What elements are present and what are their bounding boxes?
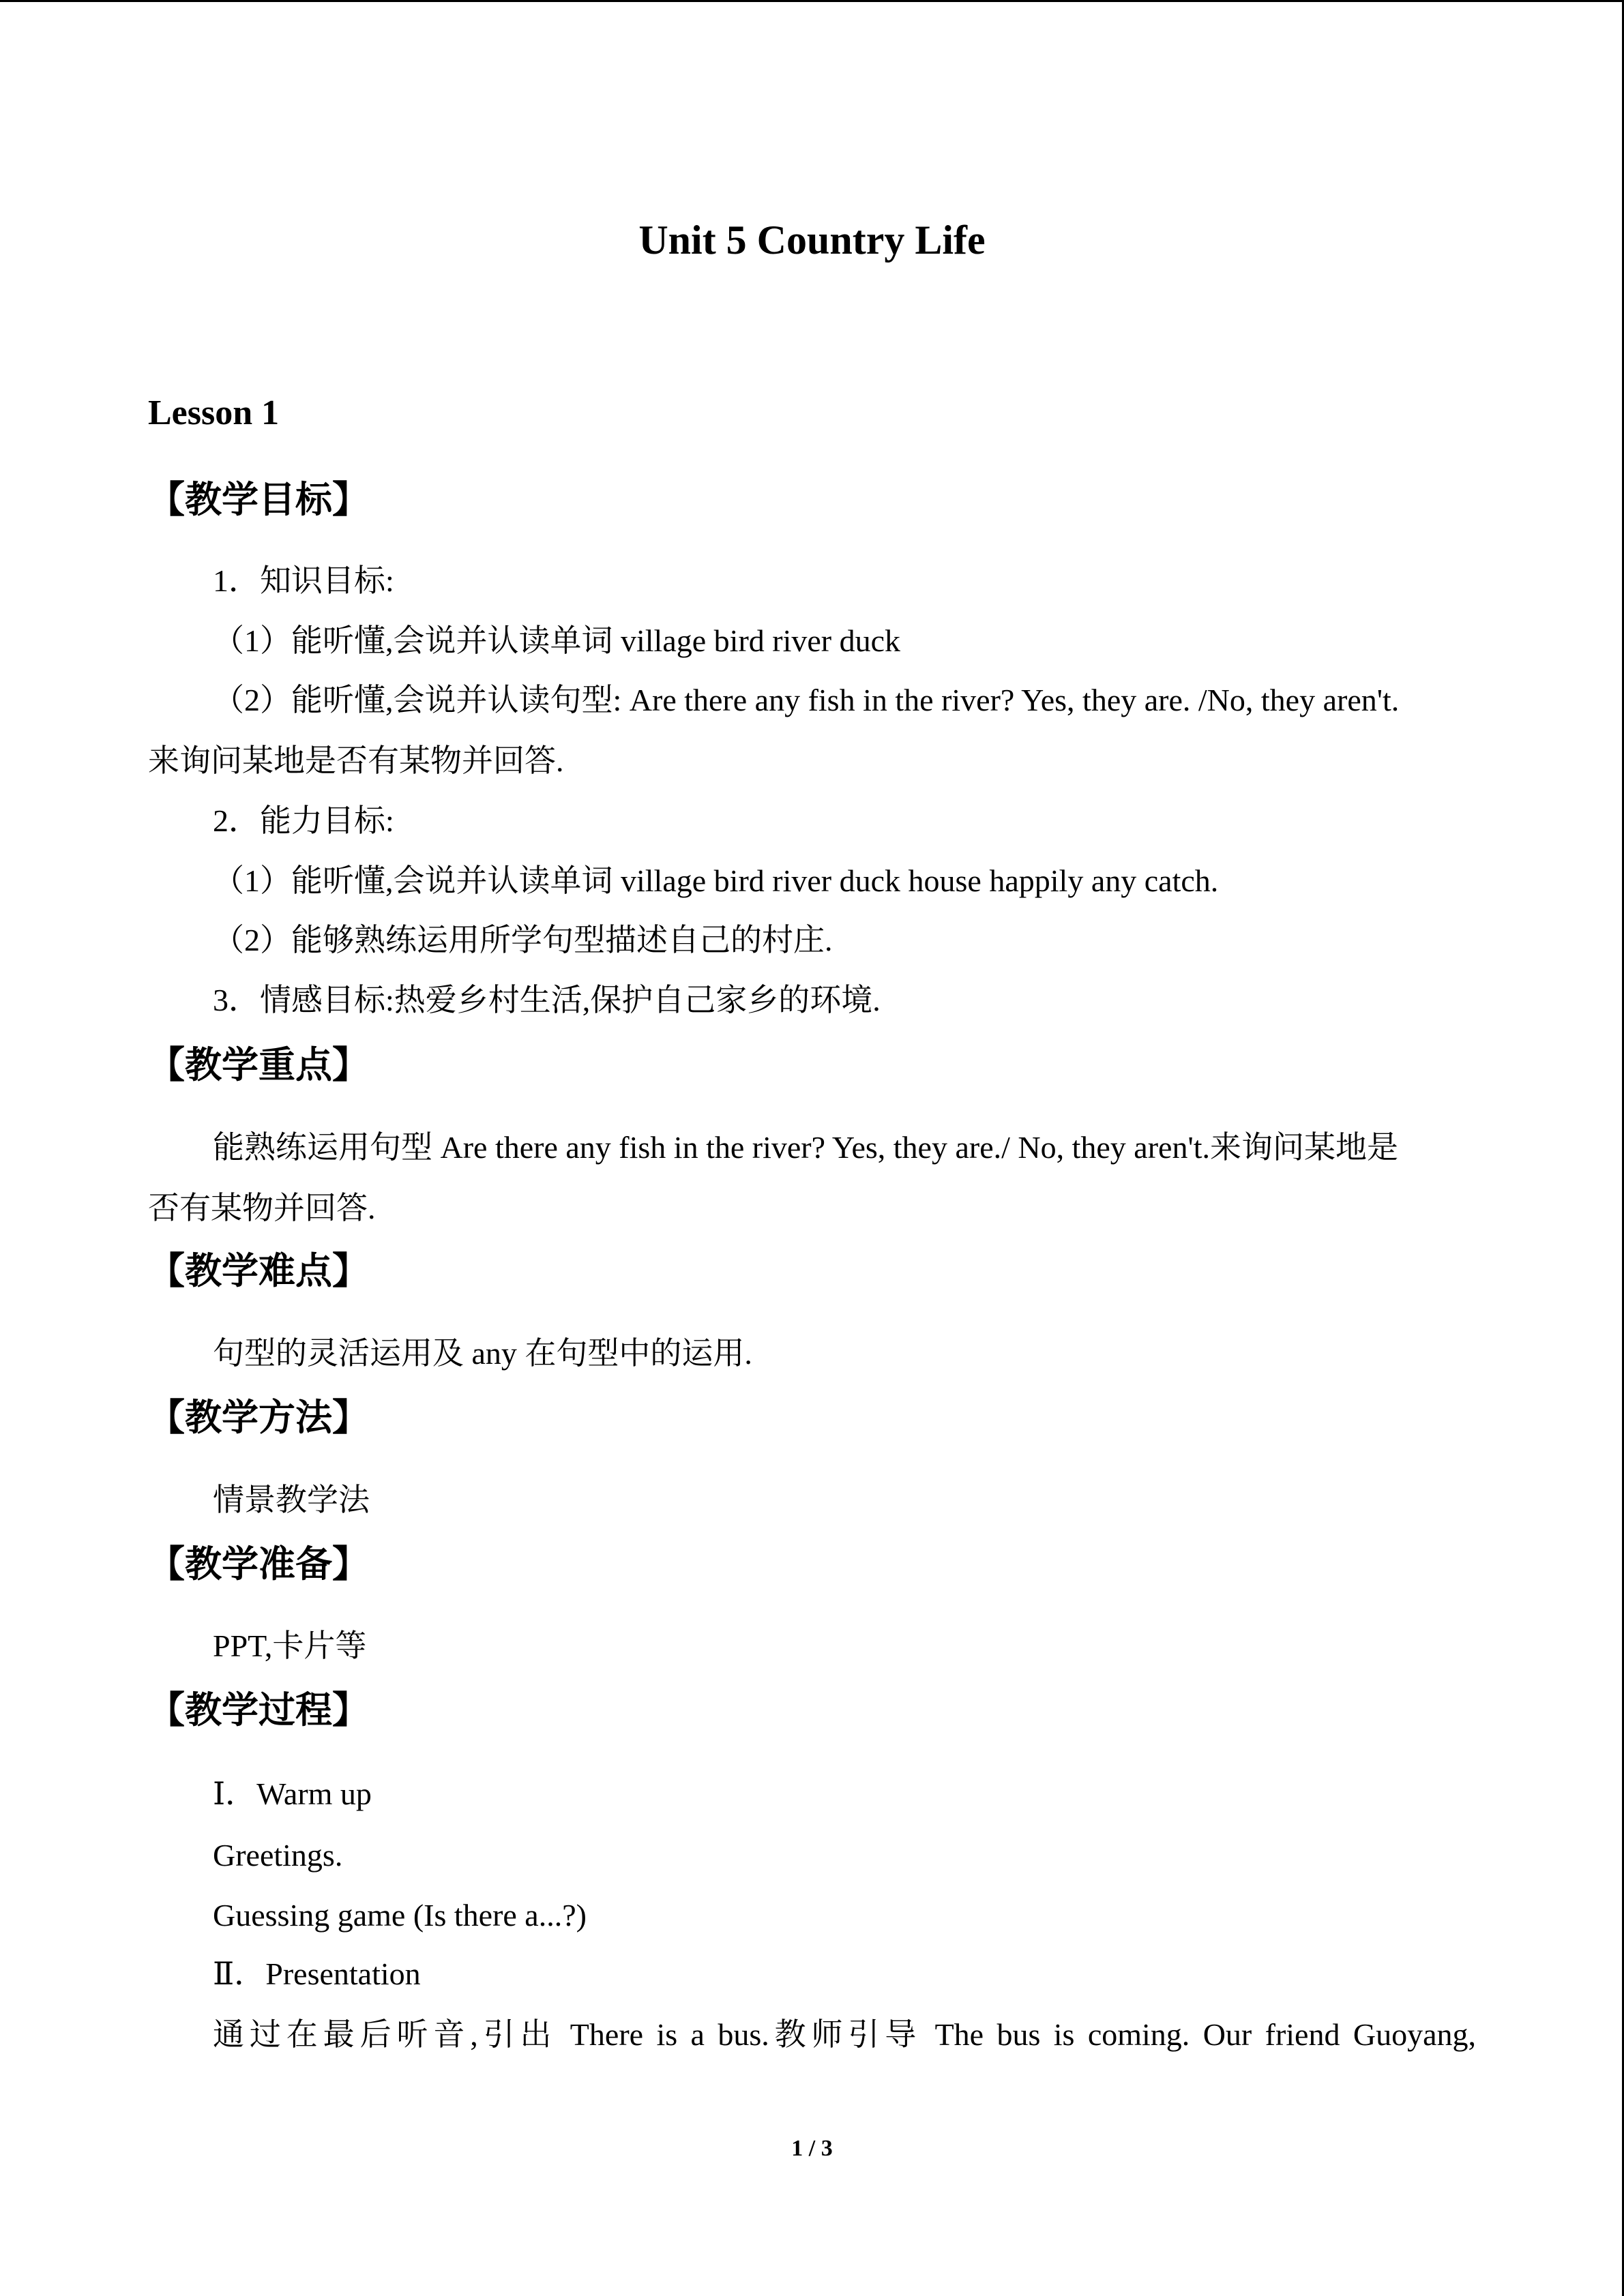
goal1-label: 1．知识目标: [213, 563, 394, 598]
lesson-heading: Lesson 1 [148, 393, 280, 432]
section-heading-process: 【教学过程】 [148, 1688, 369, 1731]
section-heading-goals: 【教学目标】 [148, 478, 369, 521]
process-step1: Ⅰ．Warm up [213, 1776, 372, 1811]
key-line2: 否有某物并回答. [148, 1191, 376, 1225]
process-step1-game: Guessing game (Is there a...?) [213, 1898, 587, 1933]
goal2-label: 2．能力目标: [213, 803, 394, 838]
key-line1: 能熟练运用句型 Are there any fish in the river? Yes, they are./ No, they aren't.来询问某地是 [213, 1130, 1399, 1165]
difficulty-text: 句型的灵活运用及 any 在句型中的运用. [213, 1336, 752, 1371]
section-heading-prep: 【教学准备】 [148, 1542, 369, 1585]
section-heading-key: 【教学重点】 [148, 1043, 369, 1086]
process-step2-line1: 通过在最后听音,引出 There is a bus.教师引导 The bus is coming. Our friend Guoyang, [213, 2017, 1476, 2052]
prep-text: PPT,卡片等 [213, 1628, 367, 1663]
method-text: 情景教学法 [213, 1482, 370, 1517]
goal3: 3．情感目标:热爱乡村生活,保护自己家乡的环境. [213, 983, 881, 1017]
page-top-border [0, 0, 1624, 2]
section-heading-difficulty: 【教学难点】 [148, 1249, 369, 1292]
section-heading-method: 【教学方法】 [148, 1396, 369, 1439]
goal1-item2-line1: （2）能听懂,会说并认读句型: Are there any fish in the river? Yes, they are. /No, they aren't. [213, 683, 1400, 717]
goal2-item2: （2）能够熟练运用所学句型描述自己的村庄. [213, 923, 833, 957]
process-step1-greetings: Greetings. [213, 1838, 343, 1873]
goal2-item1: （1）能听懂,会说并认读单词 village bird river duck house happily any catch. [213, 863, 1219, 898]
page-number: 1 / 3 [791, 2136, 833, 2161]
goal1-item2-line2: 来询问某地是否有某物并回答. [148, 743, 564, 778]
goal1-item1: （1）能听懂,会说并认读单词 village bird river duck [213, 623, 901, 658]
document-title: Unit 5 Country Life [638, 218, 986, 263]
process-step2: Ⅱ．Presentation [213, 1956, 421, 1991]
